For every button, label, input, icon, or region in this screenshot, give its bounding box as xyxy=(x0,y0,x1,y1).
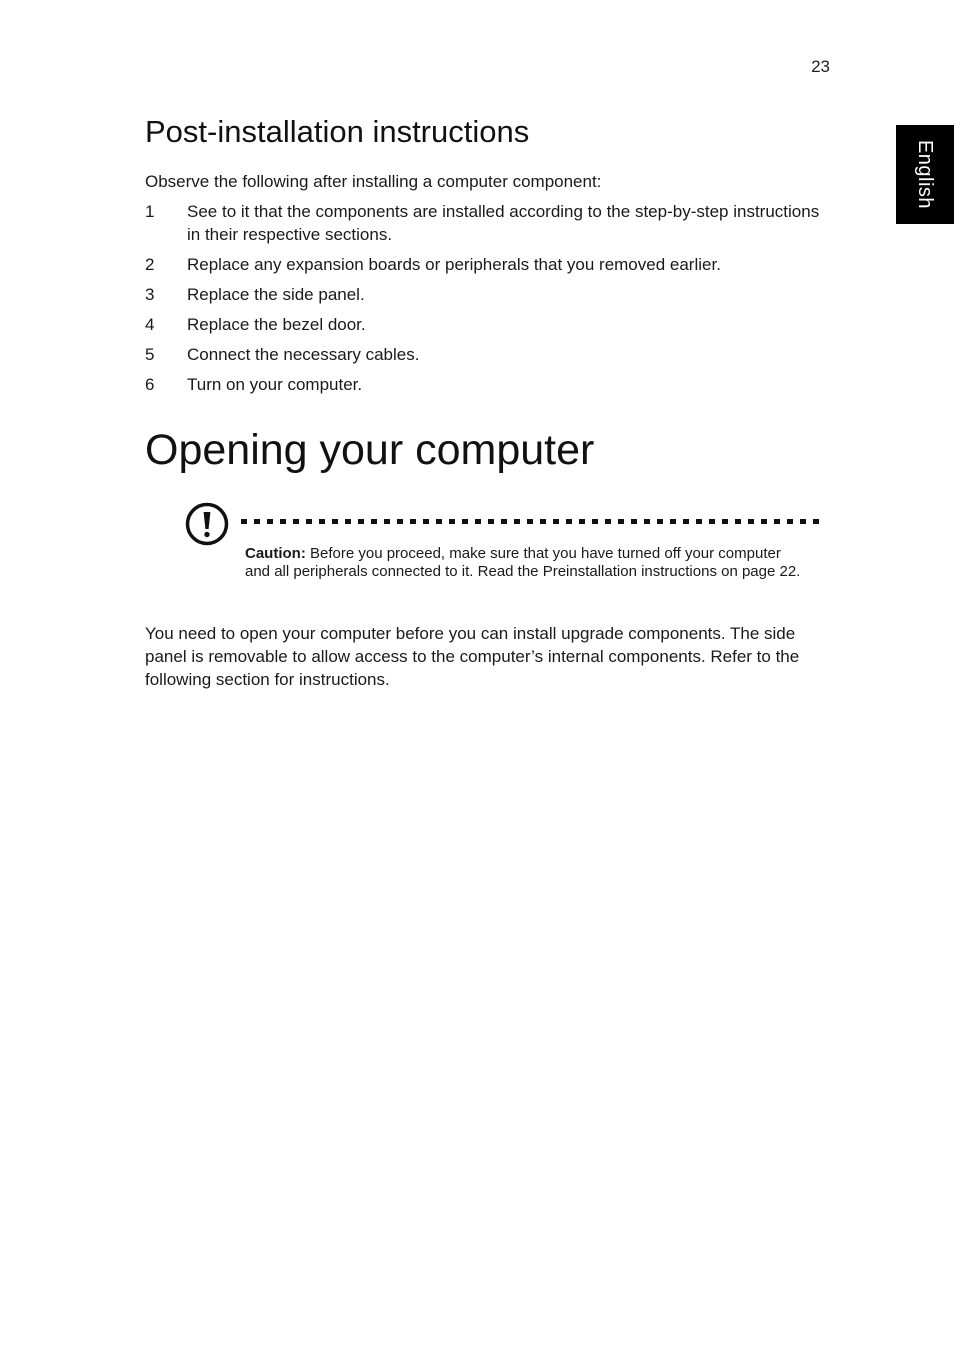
step-item xyxy=(145,343,825,366)
step-number: 2 xyxy=(145,255,155,274)
section-heading-opening-computer: Opening your computer xyxy=(145,426,595,474)
step-text: See to it that the components are installed according to the step-by-step instructions in their respective sections. xyxy=(187,202,820,244)
step-item xyxy=(145,253,825,276)
step-item xyxy=(145,200,825,246)
section-heading-post-installation: Post-installation instructions xyxy=(145,114,530,149)
step-item xyxy=(145,373,825,396)
post-installation-intro: Observe the following after installing a computer component: xyxy=(145,172,602,191)
caution-body: Before you proceed, make sure that you have turned off your computer and all peripherals connected to it. Read the Preinstallation instructions on page 22. xyxy=(245,545,801,580)
caution-dotted-rule xyxy=(241,519,825,524)
step-text: Connect the necessary cables. xyxy=(187,345,420,364)
step-item xyxy=(145,283,825,306)
step-text: Turn on your computer. xyxy=(187,375,363,394)
step-number: 1 xyxy=(145,202,155,221)
step-number: 5 xyxy=(145,345,155,364)
step-number: 4 xyxy=(145,315,155,334)
step-text: Replace the side panel. xyxy=(187,285,365,304)
step-item xyxy=(145,313,825,336)
step-number: 3 xyxy=(145,285,155,304)
step-number: 6 xyxy=(145,375,155,394)
language-tab xyxy=(896,125,954,224)
language-tab-label: English xyxy=(914,139,937,210)
exclamation-circle-icon xyxy=(185,502,229,546)
opening-paragraph: You need to open your computer before you can install upgrade components. The side panel is removable to allow access to the computer’s internal components. Refer to the following section for instructions. xyxy=(145,624,800,689)
step-text: Replace any expansion boards or peripherals that you removed earlier. xyxy=(187,255,721,274)
caution-note xyxy=(245,545,805,581)
page-number: 23 xyxy=(811,57,830,76)
post-installation-steps xyxy=(145,200,825,403)
step-text: Replace the bezel door. xyxy=(187,315,366,334)
caution-label: Caution: xyxy=(245,545,306,562)
